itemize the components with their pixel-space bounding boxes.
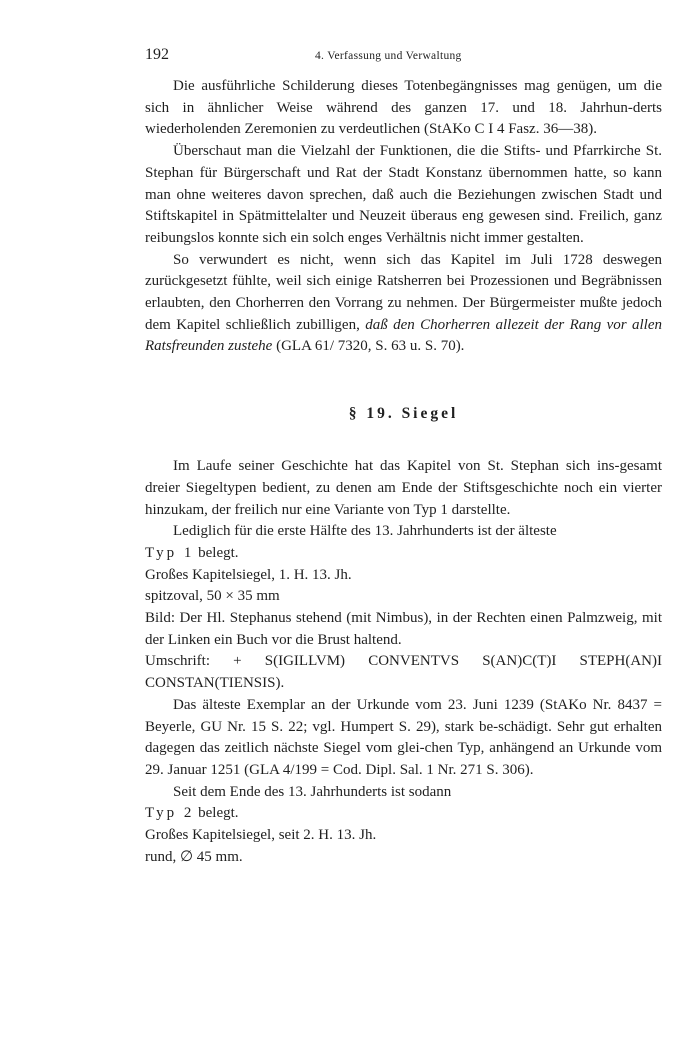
paragraph-seal-types: Im Laufe seiner Geschichte hat das Kapitel von St. Stephan sich ins-gesamt dreier Siegeltypen bedient, zu denen am Ende der Stiftsgeschichte noch ein vierter hinzukam, der freilich nur eine Variante von Typ 1 darstellte. <box>145 458 662 518</box>
paragraph-exemplar: Das älteste Exemplar an der Urkunde vom 23. Juni 1239 (StAKo Nr. 8437 = Beyerle, GU Nr. 15 S. 22; vgl. Humpert S. 29), stark be-schädigt. Sehr gut erhalten dagegen das zeitlich nächste Siegel vom glei-chen Typ, anhängend an Urkunde vom 29. Januar 1251 (GLA 4/199 = Cod. Dipl. Sal. 1 Nr. 271 S. 306). <box>145 696 662 778</box>
paragraph-funeral: Die ausführliche Schilderung dieses Totenbegängnisses mag genügen, um die sich in ähnlicher Weise während des ganzen 17. und 18. Jahrhun-derts wiederholenden Zeremonien zu verdeutlichen (StAKo C I 4 Fasz. 36—38). <box>145 78 662 138</box>
dispute-text-start: So verwundert es nicht, wenn sich das Kapitel im Juli 1728 deswegen zurückgesetzt fühlte, weil sich einige Ratsherren bei Prozessionen und Begräbnissen erlaubten, den Chorherren den Vorrang zu nehmen. Der Bürgermeister mußte jedoch dem Kapitel schließlich zubilligen, <box>145 251 662 333</box>
running-head: 4. Verfassung und Verwaltung <box>315 50 462 62</box>
typ1-rest: belegt. <box>198 544 239 561</box>
typ1-umschrift: Umschrift: + S(IGILLVM) CONVENTVS S(AN)C(T)I STEPH(AN)I CONSTAN(TIENSIS). <box>145 653 662 692</box>
typ1-line1: Großes Kapitelsiegel, 1. H. 13. Jh. <box>145 566 352 583</box>
page <box>145 46 662 869</box>
page-number: 192 <box>145 46 169 63</box>
page-header <box>145 46 662 76</box>
typ2-line1: Großes Kapitelsiegel, seit 2. H. 13. Jh. <box>145 827 377 844</box>
typ1-bild: Bild: Der Hl. Stephanus stehend (mit Nimbus), in der Rechten einen Palmzweig, mit der Linken ein Buch vor die Brust haltend. <box>145 610 662 648</box>
section-heading: § 19. Siegel <box>348 405 459 423</box>
typ1-label: Typ 1 <box>145 544 195 561</box>
paragraph-functions: Überschaut man die Vielzahl der Funktionen, die die Stifts- und Pfarrkirche St. Stephan für Bürgerschaft und Rat der Stadt Konstanz übernommen hatte, so kann man ohne weiteres davon sprechen, daß auch die Beziehungen zwischen Stadt und Stiftskapitel in Spätmittelalter und Neuzeit überaus eng gewesen sind. Freilich, ganz reibungslos konnte sich ein solch enges Verhältnis nicht immer gestalten. <box>145 143 662 246</box>
typ2-rest: belegt. <box>198 805 239 822</box>
typ1-line2: spitzoval, 50 × 35 mm <box>145 588 280 605</box>
typ2-line2: rund, ∅ 45 mm. <box>145 848 243 865</box>
paragraph-dispute <box>145 250 662 359</box>
typ1-heading <box>145 543 662 565</box>
paragraph-oldest: Lediglich für die erste Hälfte des 13. Jahrhunderts ist der älteste <box>173 523 557 540</box>
dispute-quote: daß den Chorherren allezeit der Rang vor allen Ratsfreunden zustehe <box>145 316 662 355</box>
typ2-label: Typ 2 <box>145 805 195 822</box>
dispute-text-end: (GLA 61/ 7320, S. 63 u. S. 70). <box>276 338 465 355</box>
paragraph-since: Seit dem Ende des 13. Jahrhunderts ist sodann <box>173 783 452 800</box>
typ2-heading <box>145 803 662 825</box>
